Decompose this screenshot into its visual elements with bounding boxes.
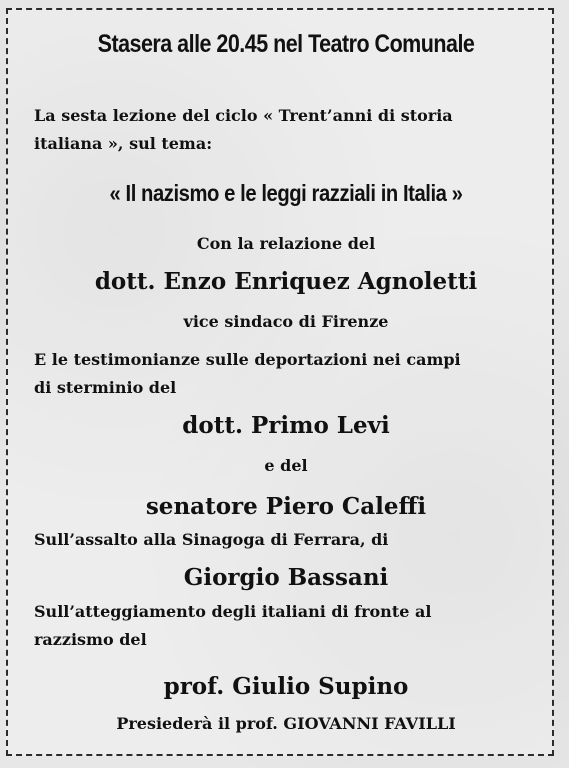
presidenza-text: Presiederà il prof. GIOVANNI FAVILLI bbox=[116, 714, 456, 733]
atteggiamento-text bbox=[34, 598, 544, 654]
relazione-label: Con la relazione del bbox=[196, 234, 376, 253]
speaker-agnoletti: dott. Enzo Enriquez Agnoletti bbox=[94, 268, 478, 295]
announcement-border bbox=[6, 8, 554, 756]
speaker-supino: prof. Giulio Supino bbox=[163, 673, 409, 700]
testimonianze-text bbox=[34, 346, 544, 402]
assalto-text: Sull’assalto alla Sinagoga di Ferrara, di bbox=[34, 530, 389, 549]
connector-e-del: e del bbox=[264, 456, 308, 475]
testimonianze-line-1: E le testimonianze sulle deportazioni nei campi bbox=[34, 350, 461, 369]
event-title: Stasera alle 20.45 nel Teatro Comunale bbox=[97, 30, 475, 58]
lecture-headline: « Il nazismo e le leggi razziali in Italia » bbox=[109, 180, 463, 206]
intro-line-1: La sesta lezione del ciclo « Trent’anni di storia bbox=[34, 106, 453, 125]
speaker-levi: dott. Primo Levi bbox=[182, 412, 390, 439]
speaker-bassani: Giorgio Bassani bbox=[183, 564, 389, 591]
intro-text bbox=[34, 102, 538, 158]
atteggiamento-line-1: Sull’atteggiamento degli italiani di fronte al bbox=[34, 602, 432, 621]
intro-line-2: italiana », sul tema: bbox=[34, 134, 213, 153]
atteggiamento-line-2: razzismo del bbox=[34, 630, 147, 649]
testimonianze-line-2: di sterminio del bbox=[34, 378, 177, 397]
speaker-agnoletti-role: vice sindaco di Firenze bbox=[183, 312, 389, 331]
speaker-caleffi: senatore Piero Caleffi bbox=[145, 493, 427, 520]
